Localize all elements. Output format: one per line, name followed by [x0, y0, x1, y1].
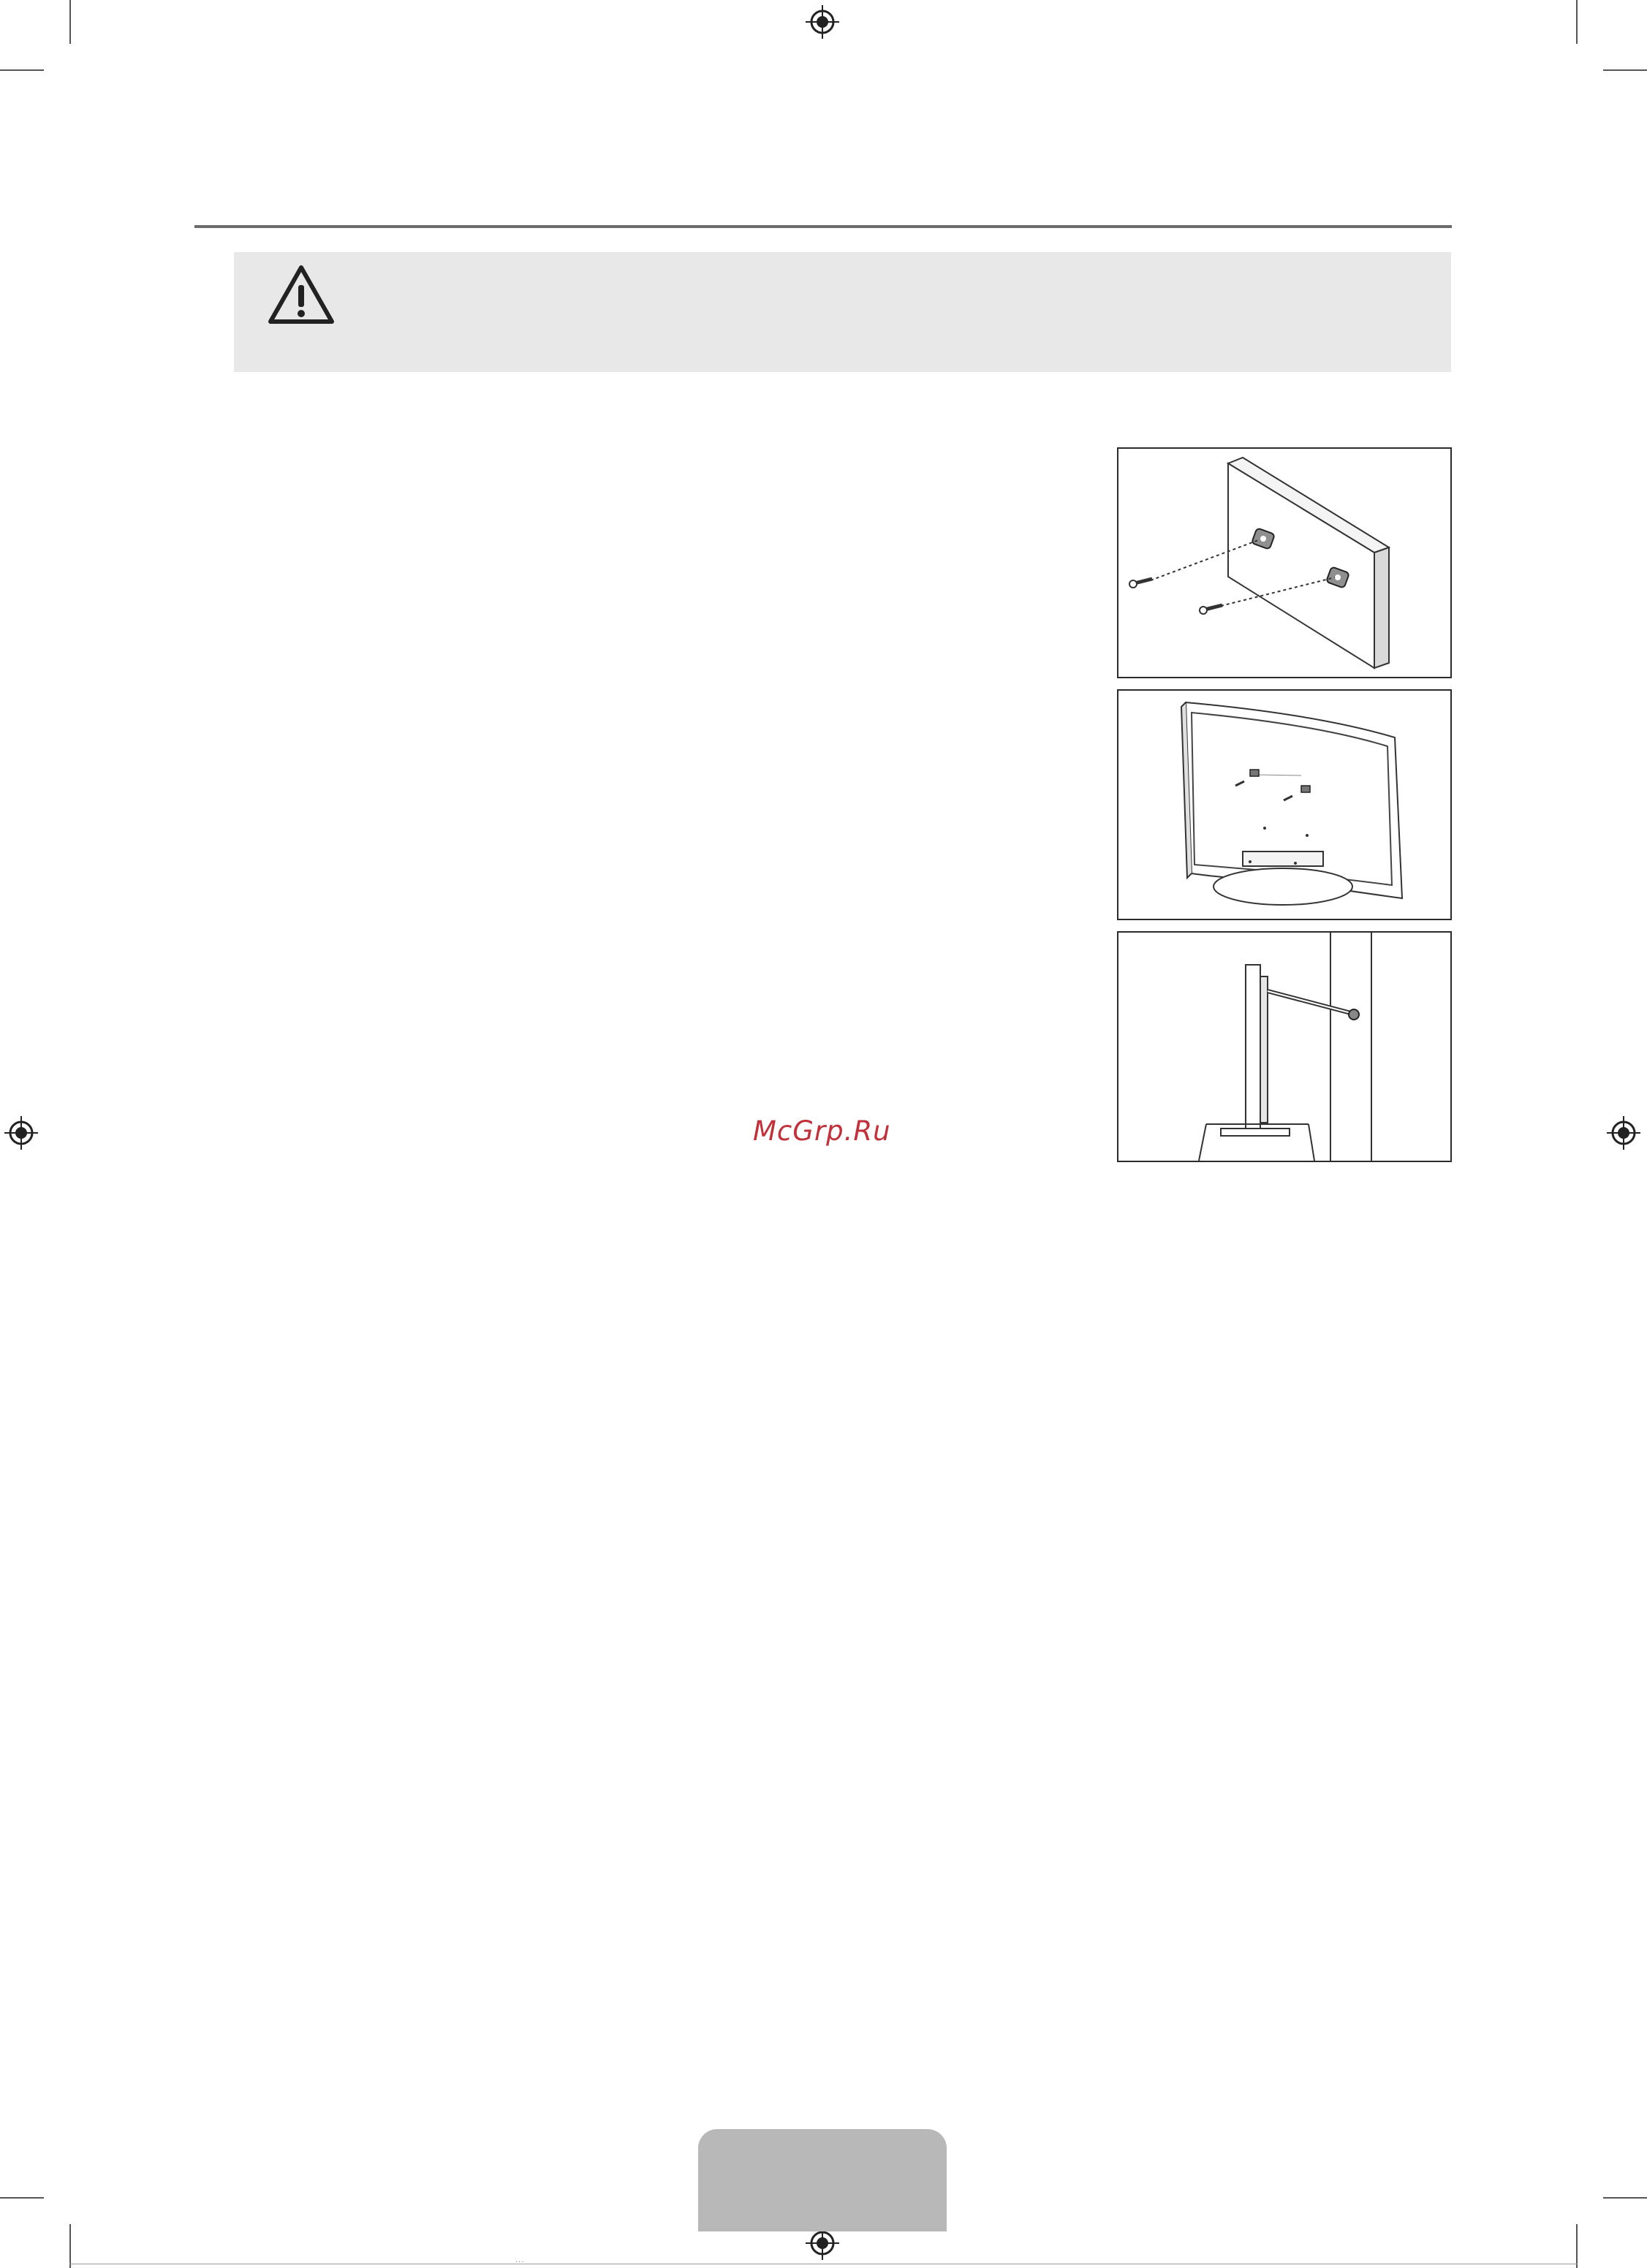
registration-mark-icon: [4, 1116, 38, 1150]
tv-back-brackets-figure: [1117, 689, 1452, 920]
crop-mark: [69, 2224, 71, 2268]
tv-tied-to-wall-figure: [1117, 931, 1452, 1162]
warning-triangle-icon: [266, 263, 336, 326]
crop-mark: [1576, 0, 1578, 44]
crop-mark: [1603, 2197, 1647, 2199]
section-rule: [194, 225, 1452, 228]
crop-mark: [69, 0, 71, 44]
crop-mark: [0, 69, 44, 71]
crop-mark: [0, 2197, 44, 2199]
page-number-tab: [698, 2129, 947, 2231]
watermark: McGrp.Ru: [753, 1115, 891, 1147]
registration-mark-icon: [1607, 1116, 1640, 1150]
crop-mark: [1603, 69, 1647, 71]
footer-fragment: ...: [515, 2256, 525, 2264]
crop-mark: [1576, 2224, 1578, 2268]
registration-mark-icon: [806, 5, 839, 39]
caution-box: [234, 252, 1451, 372]
wall-brackets-screws-figure: [1117, 447, 1452, 678]
